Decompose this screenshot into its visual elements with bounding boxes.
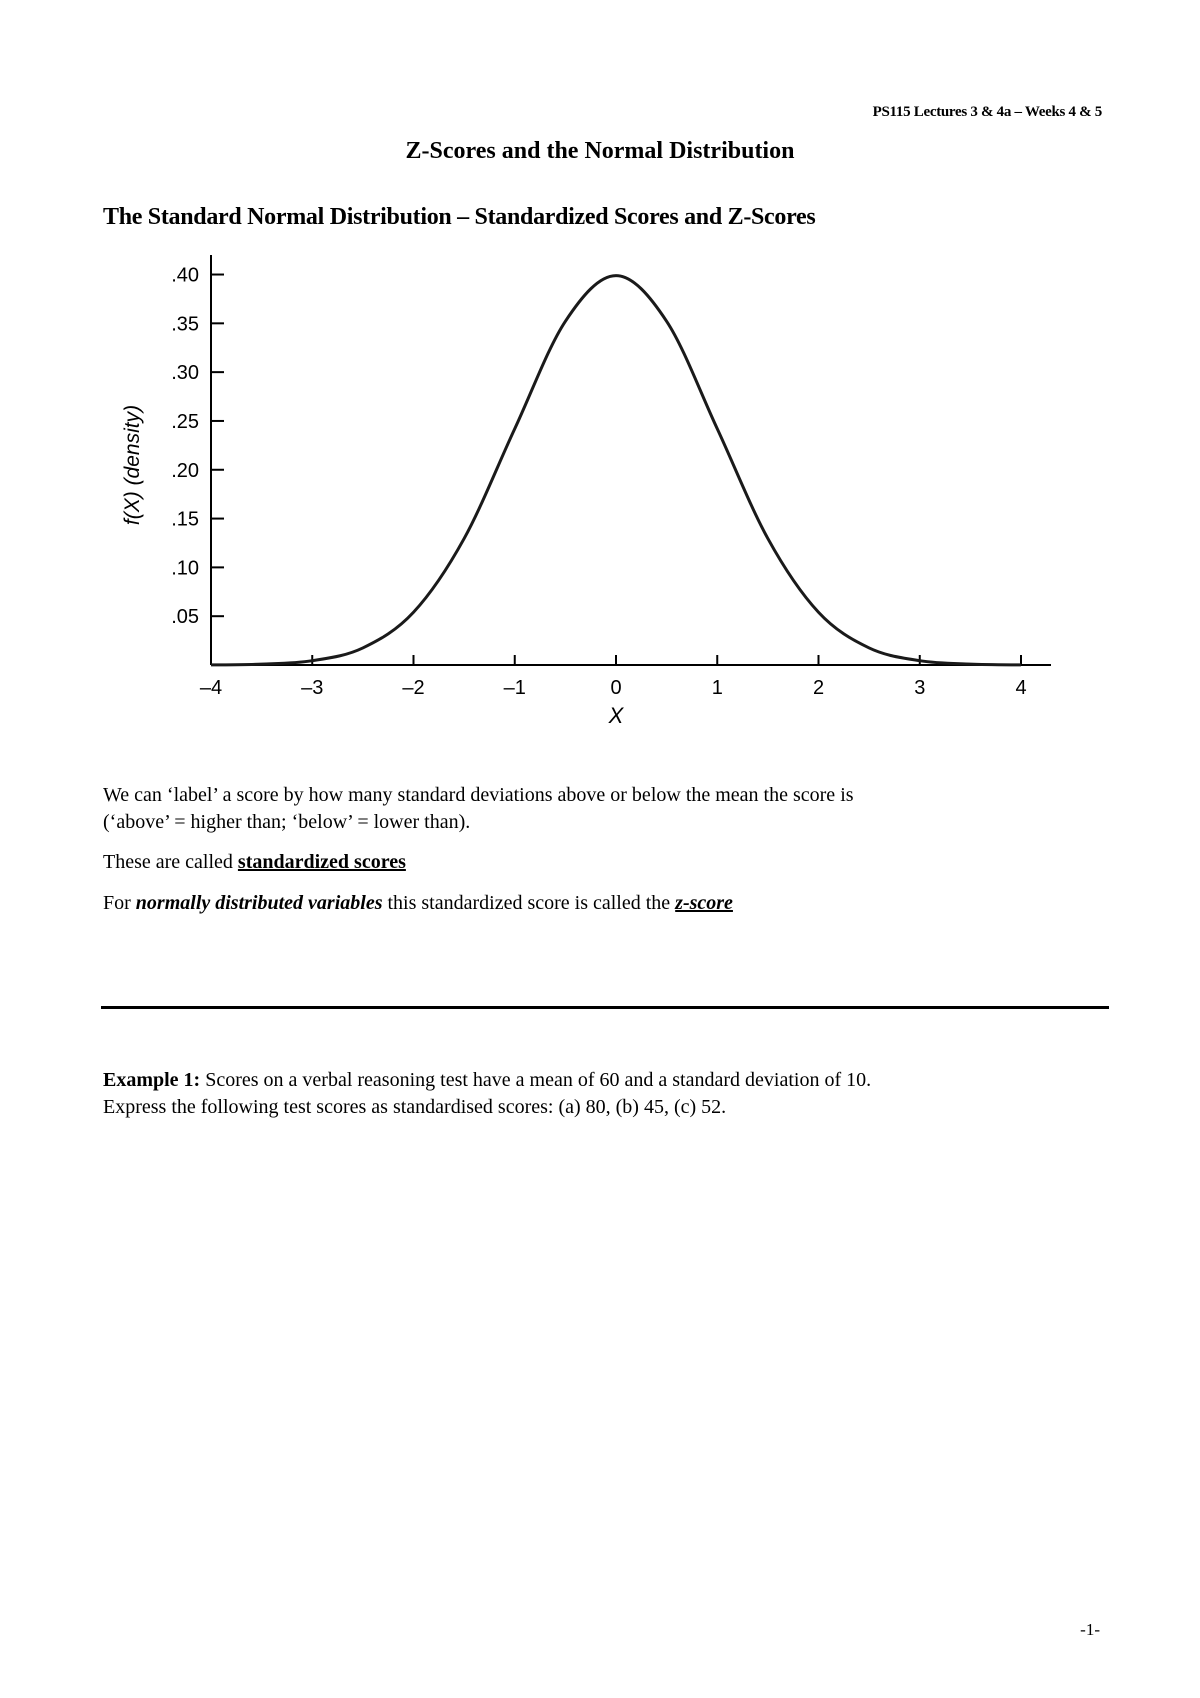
z-score-paragraph bbox=[103, 890, 1103, 917]
paragraph-text: These are called bbox=[103, 851, 238, 873]
x-tick-label: –3 bbox=[301, 677, 324, 699]
x-tick-label: –2 bbox=[402, 677, 425, 699]
example-text: Express the following test scores as standardised scores: (a) 80, (b) 45, (c) 52. bbox=[103, 1096, 727, 1118]
y-tick-label: .30 bbox=[171, 362, 199, 385]
normally-distributed-term: normally distributed variables bbox=[135, 892, 383, 914]
horizontal-divider bbox=[101, 1006, 1109, 1009]
standardized-scores-term: standardized scores bbox=[237, 851, 406, 873]
density-curve bbox=[211, 276, 1021, 665]
paragraph-line: We can ‘label’ a score by how many standard deviations above or below the mean the score is bbox=[103, 784, 854, 806]
standardized-scores-paragraph bbox=[103, 849, 1103, 876]
y-tick-label: .05 bbox=[171, 606, 199, 629]
chart-axes bbox=[171, 255, 1051, 699]
x-tick-label: 4 bbox=[1015, 677, 1027, 699]
page-number: -1- bbox=[1080, 1620, 1100, 1639]
paragraph-text: this standardized score is called the bbox=[382, 892, 676, 914]
x-tick-label: –1 bbox=[503, 677, 526, 699]
example-1 bbox=[103, 1067, 1103, 1121]
document-title: Z-Scores and the Normal Distribution bbox=[405, 138, 795, 164]
section-heading: The Standard Normal Distribution – Standardized Scores and Z-Scores bbox=[103, 204, 816, 230]
x-axis-label: X bbox=[608, 703, 624, 728]
y-tick-label: .35 bbox=[171, 313, 199, 336]
y-axis-label: f(X) (density) bbox=[121, 404, 144, 526]
chart-curve bbox=[211, 276, 1021, 665]
course-reference: PS115 Lectures 3 & 4a – Weeks 4 & 5 bbox=[872, 104, 1102, 120]
example-text: Scores on a verbal reasoning test have a mean of 60 and a standard deviation of 10. bbox=[200, 1069, 872, 1091]
z-score-term: z-score bbox=[675, 892, 733, 914]
example-label: Example 1: bbox=[103, 1069, 201, 1091]
paragraph-line: (‘above’ = higher than; ‘below’ = lower than). bbox=[103, 811, 471, 833]
paragraph-text: For bbox=[103, 892, 136, 914]
x-tick-label: 2 bbox=[812, 677, 825, 699]
y-tick-label: .20 bbox=[171, 459, 199, 482]
y-tick-label: .10 bbox=[171, 557, 199, 580]
y-tick-label: .25 bbox=[171, 410, 199, 433]
standard-deviation-paragraph bbox=[103, 782, 1103, 836]
x-tick-label: 3 bbox=[914, 677, 926, 699]
x-tick-label: –4 bbox=[199, 677, 223, 699]
normal-distribution-chart bbox=[115, 255, 1075, 735]
x-tick-label: 1 bbox=[711, 677, 723, 699]
x-tick-label: 0 bbox=[610, 677, 622, 699]
y-tick-label: .40 bbox=[171, 264, 199, 287]
y-tick-label: .15 bbox=[171, 508, 199, 531]
